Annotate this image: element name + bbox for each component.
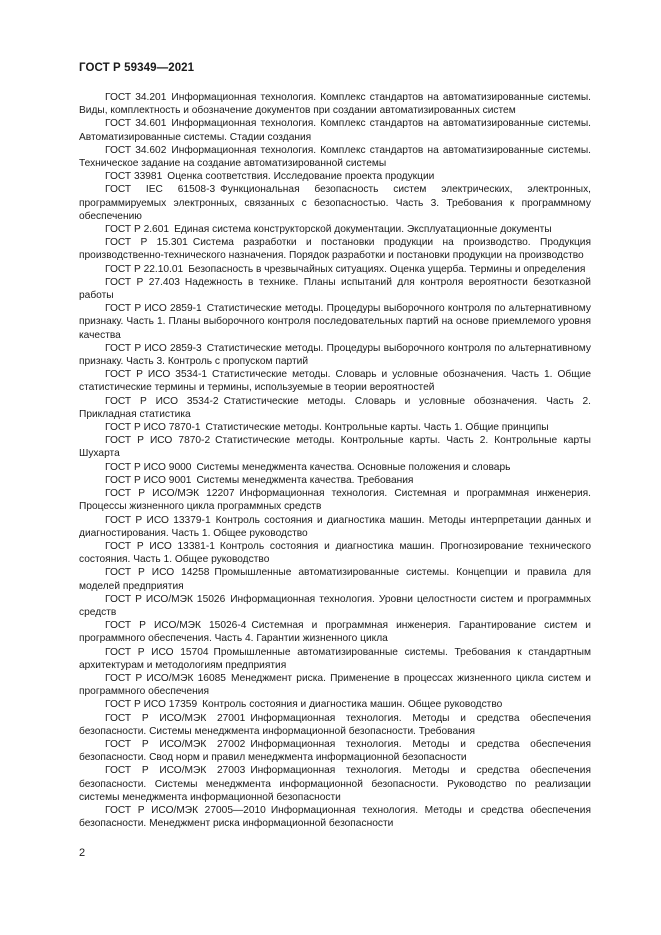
reference-item — [79, 421, 591, 434]
reference-title: Статистические методы. Процедуры выборочного контроля по альтернативному признаку. Часть 1. Планы выборочного контроля последовательных партий на основе приемлемого уровня качества — [79, 303, 591, 341]
reference-item — [79, 117, 591, 143]
reference-item — [79, 646, 591, 672]
reference-item — [79, 566, 591, 592]
reference-code: ГОСТ Р ИСО/МЭК 15026-4 — [105, 620, 247, 632]
reference-title: Система разработки и постановки продукции на производство. Продукция производственно-технического назначения. Порядок разработки и постановки продукции на производство — [79, 237, 591, 262]
reference-title: Единая система конструкторской документации. Эксплуатационные документы — [174, 224, 552, 236]
reference-code: ГОСТ Р ИСО 15704 — [105, 646, 209, 658]
reference-title: Информационная технология. Комплекс стандартов на автоматизированные системы. Техническое задание на создание автоматизированной системы — [79, 144, 591, 170]
reference-item — [79, 236, 591, 262]
reference-item — [79, 368, 591, 394]
reference-item — [79, 395, 591, 421]
reference-title: Контроль состояния и диагностика машин. Общее руководство — [202, 699, 503, 711]
reference-item — [79, 474, 591, 487]
reference-item — [79, 223, 591, 236]
reference-code: ГОСТ Р ИСО/МЭК 27005—2010 — [105, 804, 266, 816]
reference-title: Информационная технология. Комплекс стандартов на автоматизированные системы. Виды, комплектность и обозначение документов при создании автоматизированных систем — [79, 92, 591, 117]
reference-code: ГОСТ Р 15.301 — [105, 237, 188, 249]
reference-title: Статистические методы. Контрольные карты. Часть 1. Общие принципы — [205, 422, 549, 434]
reference-item — [79, 170, 591, 183]
reference-title: Контроль состояния и диагностика машин. Методы интерпретации данных и диагностирования. Часть 1. Общее руководство — [79, 514, 592, 539]
reference-title: Статистические методы. Процедуры выборочного контроля по альтернативному признаку. Часть 3. Контроль с пропуском партий — [79, 342, 591, 368]
reference-code: ГОСТ Р ИСО 2859-1 — [105, 303, 202, 315]
reference-title: Информационная технология. Методы и средства обеспечения безопасности. Свод норм и правил менеджмента информационной безопасности — [79, 738, 591, 764]
reference-code: ГОСТ Р ИСО/МЭК 27001 — [105, 712, 246, 724]
reference-title: Оценка соответствия. Исследование проекта продукции — [167, 171, 435, 183]
reference-item — [79, 183, 591, 223]
page-number: 2 — [79, 847, 86, 859]
reference-code: ГОСТ Р ИСО 9000 — [105, 461, 192, 473]
reference-item — [79, 540, 591, 566]
reference-code: ГОСТ Р ИСО/МЭК 16085 — [105, 672, 226, 684]
reference-title: Системная и программная инженерия. Гарантирование систем и программного обеспечения. Часть 4. Гарантии жизненного цикла — [79, 620, 591, 645]
reference-code: ГОСТ Р ИСО 17359 — [105, 699, 198, 711]
reference-code: ГОСТ Р 2.601 — [105, 224, 170, 236]
reference-code: ГОСТ IEC 61508-3 — [105, 184, 216, 196]
reference-item — [79, 461, 591, 474]
reference-code: ГОСТ Р ИСО 7870-2 — [105, 435, 211, 447]
reference-item — [79, 342, 591, 368]
reference-code: ГОСТ Р ИСО 2859-3 — [105, 342, 202, 354]
reference-title: Статистические методы. Словарь и условные обозначения. Часть 1. Общие статистические термины и термины, используемые в теории вероятностей — [79, 369, 591, 394]
reference-code: ГОСТ Р 27.403 — [105, 276, 180, 288]
reference-title: Промышленные автоматизированные системы. Концепции и правила для моделей предприятия — [79, 567, 591, 592]
reference-item — [79, 91, 591, 117]
reference-item — [79, 434, 591, 460]
reference-code: ГОСТ 34.602 — [105, 144, 167, 156]
reference-code: ГОСТ Р ИСО/МЭК 27003 — [105, 765, 246, 777]
reference-title: Информационная технология. Системная и программная инженерия. Процессы жизненного цикла программных средств — [79, 488, 592, 513]
reference-item — [79, 276, 591, 302]
reference-code: ГОСТ Р 22.10.01 — [105, 263, 184, 275]
reference-code: ГОСТ Р ИСО 13379-1 — [105, 514, 211, 526]
reference-item — [79, 487, 591, 513]
reference-code: ГОСТ Р ИСО/МЭК 15026 — [105, 593, 226, 605]
reference-item — [79, 593, 591, 619]
reference-code: ГОСТ Р ИСО 3534-2 — [105, 395, 219, 407]
reference-title: Информационная технология. Методы и средства обеспечения безопасности. Системы менеджмента информационной безопасности. Требования — [79, 712, 591, 737]
reference-title: Контроль состояния и диагностика машин. Прогнозирование технического состояния. Часть 1. Общее руководство — [79, 540, 591, 566]
reference-title: Информационная технология. Комплекс стандартов на автоматизированные системы. Автоматизированные системы. Стадии создания — [79, 118, 591, 143]
reference-item — [79, 144, 591, 170]
reference-code: ГОСТ Р ИСО 9001 — [105, 474, 192, 486]
reference-title: Статистические методы. Контрольные карты. Часть 2. Контрольные карты Шухарта — [79, 435, 591, 460]
reference-code: ГОСТ 34.201 — [105, 92, 167, 103]
reference-title: Надежность в технике. Планы испытаний для контроля вероятности безотказной работы — [79, 276, 591, 302]
reference-item — [79, 712, 591, 738]
reference-title: Системы менеджмента качества. Требования — [196, 474, 414, 486]
reference-item — [79, 263, 591, 276]
reference-code: ГОСТ Р ИСО 13381-1 — [105, 540, 215, 552]
reference-item — [79, 698, 591, 711]
reference-title: Информационная технология. Уровни целостности систем и программных средств — [79, 593, 591, 618]
document-header: ГОСТ Р 59349—2021 — [79, 62, 195, 74]
reference-code: ГОСТ 34.601 — [105, 118, 167, 130]
reference-title: Системы менеджмента качества. Основные положения и словарь — [196, 461, 511, 473]
reference-item — [79, 738, 591, 764]
reference-list — [79, 91, 591, 830]
reference-code: ГОСТ 33981 — [105, 171, 163, 183]
reference-item — [79, 804, 591, 830]
reference-item — [79, 619, 591, 645]
reference-title: Информационная технология. Методы и средства обеспечения безопасности. Системы менеджмента информационной безопасности. Руководство по реализации системы менеджмента информационной безопасности — [79, 765, 591, 803]
reference-code: ГОСТ Р ИСО 7870-1 — [105, 422, 201, 434]
reference-code: ГОСТ Р ИСО/МЭК 27002 — [105, 738, 246, 750]
reference-title: Промышленные автоматизированные системы. Требования к стандартным архитектурам и методологиям предприятия — [79, 646, 592, 671]
reference-title: Безопасность в чрезвычайных ситуациях. Оценка ущерба. Термины и определения — [188, 263, 586, 275]
reference-item — [79, 672, 591, 698]
reference-title: Информационная технология. Методы и средства обеспечения безопасности. Менеджмент риска информационной безопасности — [79, 804, 591, 830]
reference-item — [79, 302, 591, 342]
reference-title: Статистические методы. Словарь и условные обозначения. Часть 2. Прикладная статистика — [79, 395, 591, 420]
reference-title: Функциональная безопасность систем электрических, электронных, программируемых электронных, связанных с безопасностью. Часть 3. Требования к программному обеспечению — [79, 184, 591, 222]
reference-code: ГОСТ Р ИСО 14258 — [105, 567, 210, 579]
reference-item — [79, 514, 591, 540]
reference-title: Менеджмент риска. Применение в процессах жизненного цикла систем и программного обеспечения — [79, 672, 591, 698]
reference-item — [79, 764, 591, 804]
reference-code: ГОСТ Р ИСО/МЭК 12207 — [105, 488, 235, 500]
reference-code: ГОСТ Р ИСО 3534-1 — [105, 369, 208, 381]
